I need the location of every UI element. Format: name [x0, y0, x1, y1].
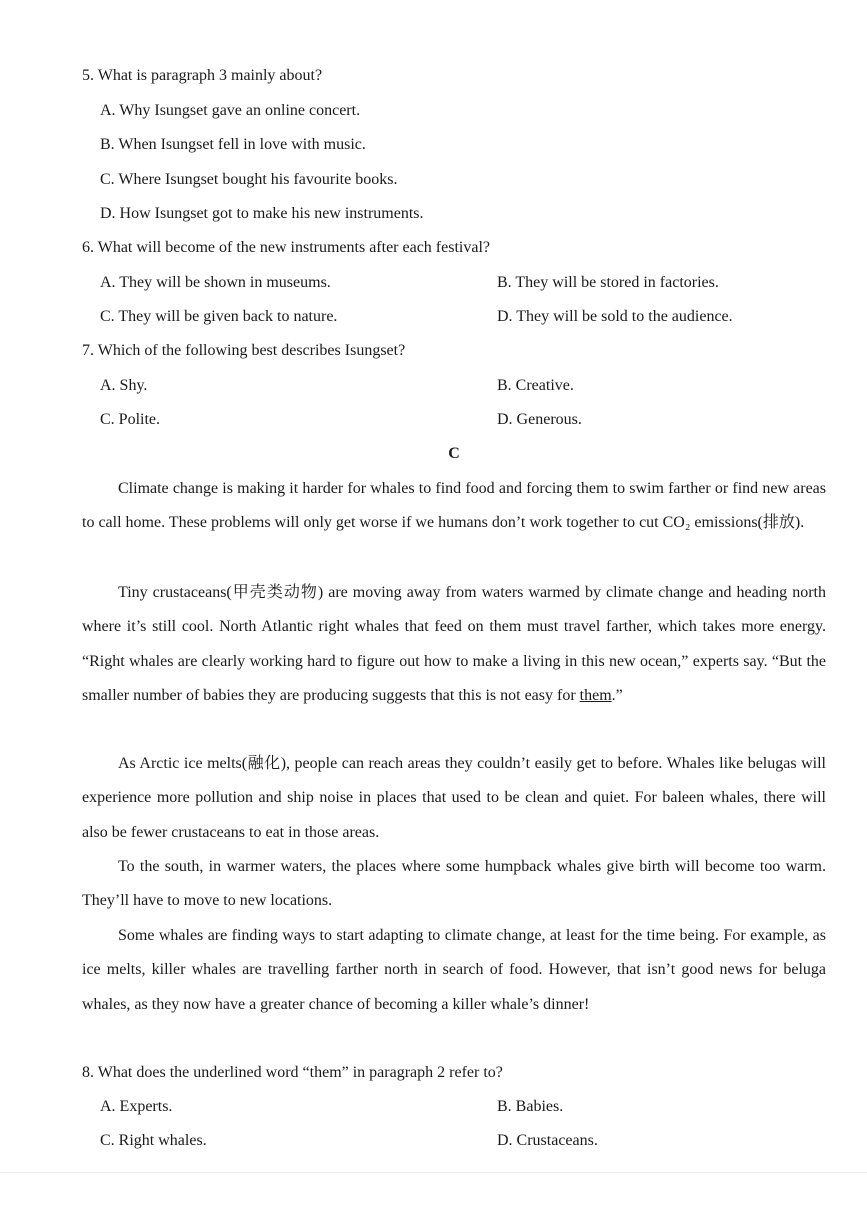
question-8-stem: 8. What does the underlined word “them” in paragraph 2 refer to? [82, 1064, 503, 1081]
question-8-option-b: B. Babies. [497, 1098, 564, 1115]
question-7-option-c: C. Polite. [100, 411, 161, 428]
question-6-option-c: C. They will be given back to nature. [100, 308, 338, 325]
question-5-option-b: B. When Isungset fell in love with music. [100, 136, 366, 153]
paragraph-1: Climate change is making it harder for whales to find food and forcing them to swim farther or find new areas to call home. These problems will only get worse if we humans don’t work together to cut CO₂ emissions(排放). [82, 480, 826, 532]
question-6-option-a: A. They will be shown in museums. [100, 274, 331, 291]
question-5-stem: 5. What is paragraph 3 mainly about? [82, 67, 323, 84]
question-8-option-d: D. Crustaceans. [497, 1132, 598, 1149]
question-7-stem: 7. Which of the following best describes Isungset? [82, 342, 406, 359]
question-6-option-b: B. They will be stored in factories. [497, 274, 719, 291]
paragraph-4: To the south, in warmer waters, the places where some humpback whales give birth will become too warm. They’ll have to move to new locations. [82, 858, 826, 910]
underlined-word-them: them [579, 687, 612, 705]
paragraph-5: Some whales are finding ways to start adapting to climate change, at least for the time being. For example, as ice melts, killer whales are travelling farther north in search of food. However, that isn’t good news for beluga whales, as they now have a greater chance of becoming a killer whale’s dinner! [82, 927, 826, 1013]
question-8-option-a: A. Experts. [100, 1098, 173, 1115]
question-5-option-d: D. How Isungset got to make his new instruments. [100, 205, 424, 222]
question-5-option-c: C. Where Isungset bought his favourite books. [100, 171, 398, 188]
paragraph-2-text: Tiny crustaceans(甲壳类动物) are moving away from waters warmed by climate change and heading north where it’s still cool. North Atlantic right whales that feed on them must travel farther, which takes more energy. “Right whales are clearly working hard to figure out how to make a living in this new ocean,” experts say. “But the smaller number of babies they are producing suggests that this is not easy for [82, 584, 826, 705]
question-7-option-b: B. Creative. [497, 377, 574, 394]
question-5-option-a: A. Why Isungset gave an online concert. [100, 102, 361, 119]
page-bottom-rule [0, 1172, 867, 1173]
section-title: C [448, 445, 460, 462]
question-7-option-a: A. Shy. [100, 377, 148, 394]
question-6-stem: 6. What will become of the new instruments after each festival? [82, 239, 490, 256]
paragraph-2 [82, 576, 826, 714]
paragraph-3: As Arctic ice melts(融化), people can reach areas they couldn’t easily get to before. Whales like belugas will experience more pollution and ship noise in places that used to be clean and quiet. For baleen whales, there will also be fewer crustaceans to eat in those areas. [82, 755, 826, 841]
paragraph-2-end: .” [611, 687, 623, 705]
question-6-option-d: D. They will be sold to the audience. [497, 308, 733, 325]
question-7-option-d: D. Generous. [497, 411, 582, 428]
question-8-option-c: C. Right whales. [100, 1132, 207, 1149]
